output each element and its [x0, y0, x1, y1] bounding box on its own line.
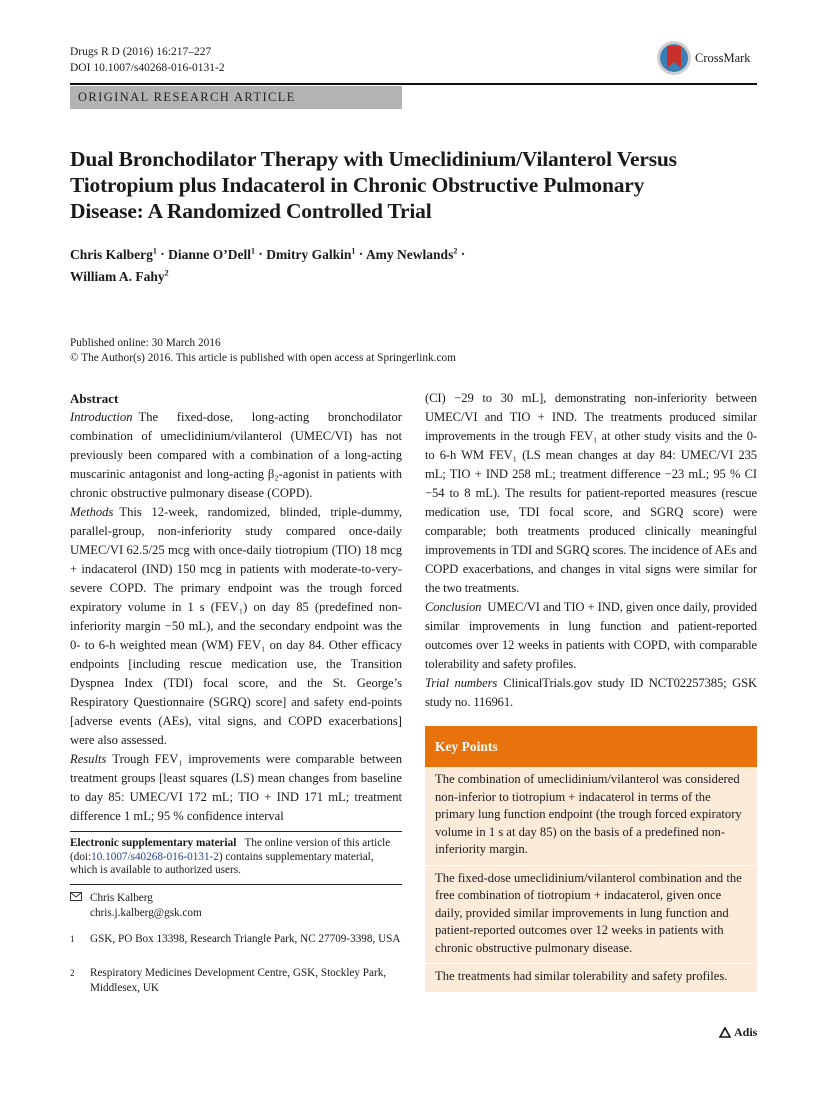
right-column	[425, 389, 757, 993]
doi-link[interactable]: 10.1007/s40268-016-0131-2	[91, 850, 219, 863]
crossmark-icon	[656, 40, 692, 76]
author[interactable]: Chris Kalberg$^1$	[70, 246, 157, 262]
article-type-badge: ORIGINAL RESEARCH ARTICLE	[70, 86, 402, 109]
supplementary-material-note: Electronic supplementary material The online version of this article (doi:10.1007/s40268-016-0131-2) contains supplementary material, which is available to authorized users.	[70, 831, 402, 885]
key-points-box	[425, 726, 757, 993]
author[interactable]: William A. Fahy$^2$	[70, 268, 169, 284]
author[interactable]: Dianne O’Dell$^1$	[168, 246, 256, 262]
abstract-introduction: Introduction The fixed-dose, long-acting bronchodilator combination of umeclidinium/vilanterol (UMEC/VI) has not previously been compared with a combination of a long-acting muscarinic antagonist and long-acting β₂-agonist in patients with chronic obstructive pulmonary disease (COPD).	[70, 410, 402, 500]
abstract-methods: Methods This 12-week, randomized, blinded, triple-dummy, parallel-group, non-inferiority study compared once-daily UMEC/VI 62.5/25 mcg with once-daily tiotropium (TIO) 18 mcg + indacaterol (IND) 150 mcg in patients with moderate-to-very-severe COPD. The primary endpoint was the trough forced expiratory volume in 1 s (FEV₁) on day 85 (predefined non-inferiority margin −50 mL), and the secondary endpoint was the 0- to 6-h weighted mean (WM) FEV₁ on day 84. Other efficacy endpoints [including rescue medication use, the Transition Dyspnea Index (TDI) focal score, and the St. George’s Respiratory Questionnaire (SGRQ) score] and safety end-points [adverse events (AEs), vital signs, and COPD exacerbations] were also assessed.	[70, 505, 402, 747]
abstract-right-column	[425, 389, 757, 712]
correspondence	[70, 891, 402, 920]
affiliation: 1 GSK, PO Box 13398, Research Triangle Park, NC 27709-3398, USA	[70, 933, 401, 945]
author[interactable]: Dmitry Galkin$^1$	[266, 246, 356, 262]
publication-info	[70, 336, 456, 366]
abstract-results-continued: (CI) −29 to 30 mL], demonstrating non-inferiority between UMEC/VI and TIO + IND. The treatments produced similar improvements in the trough FEV₁ at other study visits and the 0- to 6-h WM FEV₁ (LS mean changes at day 84: UMEC/VI 235 mL; TIO + IND 258 mL; treatment difference −23 mL; 95 % CI −54 to 8 mL). The results for patient-reported measures (rescue medication use, TDI focal score, and SGRQ score) were comparable; both treatments produced clinically meaningful improvements in TDI and SGRQ scores. The incidence of AEs and COPD exacerbations, and changes in vital signs were similar for the two treatments.	[425, 391, 757, 595]
correspondence-name: Chris Kalberg	[90, 892, 153, 904]
citation: Drugs R D (2016) 16:217–227	[70, 46, 212, 58]
abstract-left-column	[70, 389, 402, 826]
key-point: The combination of umeclidinium/vilanterol was considered non-inferior to tiotropium + indacaterol in terms of the primary lung function endpoint (the trough forced expiratory volume in 1 s at day 85) on the basis of a predefined non-inferiority margin.	[425, 767, 757, 866]
author[interactable]: Amy Newlands$^2$	[365, 246, 458, 262]
abstract-results: Results Trough FEV₁ improvements were comparable between treatment groups [least squares (LS) mean changes from baseline to day 85: UMEC/VI 172 mL; TIO + IND 171 mL; treatment difference 1 mL; 95 % confidence interval	[70, 752, 402, 823]
key-point: The treatments had similar tolerability and safety profiles.	[425, 964, 757, 993]
publisher-logo: Adis	[719, 1025, 757, 1040]
abstract-conclusion: Conclusion UMEC/VI and TIO + IND, given once daily, provided similar improvements in lung function and patient-reported outcomes over 12 weeks in patients with COPD, with comparable tolerability and safety profiles.	[425, 600, 757, 671]
published-date: Published online: 30 March 2016	[70, 337, 221, 349]
header-rule	[70, 83, 757, 85]
author-list: Chris Kalberg$^1$ · Dianne O’Dell$^1$ · Dmitry Galkin$^1$ · Amy Newlands$^2$ · William A. Fahy$^2$	[70, 246, 466, 284]
key-point: The fixed-dose umeclidinium/vilanterol combination and the free combination of tiotropium + indacaterol, given once daily, provided similar improvements in lung function and patient-reported outcomes over 12 weeks in patients with chronic obstructive pulmonary disease.	[425, 866, 757, 965]
adis-triangle-icon	[719, 1027, 731, 1038]
abstract-trial-numbers: Trial numbers ClinicalTrials.gov study ID NCT02257385; GSK study no. 116961.	[425, 676, 758, 709]
journal-header	[70, 44, 225, 76]
abstract-heading: Abstract	[70, 391, 119, 406]
copyright: © The Author(s) 2016. This article is published with open access at Springerlink.com	[70, 352, 456, 364]
crossmark-label: CrossMark	[695, 50, 751, 65]
doi: DOI 10.1007/s40268-016-0131-2	[70, 62, 225, 74]
envelope-icon	[70, 891, 90, 920]
article-title: Dual Bronchodilator Therapy with Umeclidinium/Vilanterol Versus Tiotropium plus Indacaterol in Chronic Obstructive Pulmonary Disease: A Randomized Controlled Trial	[70, 147, 677, 223]
correspondence-email[interactable]: chris.j.kalberg@gsk.com	[90, 906, 202, 919]
key-points-heading: Key Points	[425, 726, 757, 767]
crossmark-button[interactable]	[656, 40, 751, 76]
affiliation: 2 Respiratory Medicines Development Centre, GSK, Stockley Park, Middlesex, UK	[70, 967, 387, 994]
